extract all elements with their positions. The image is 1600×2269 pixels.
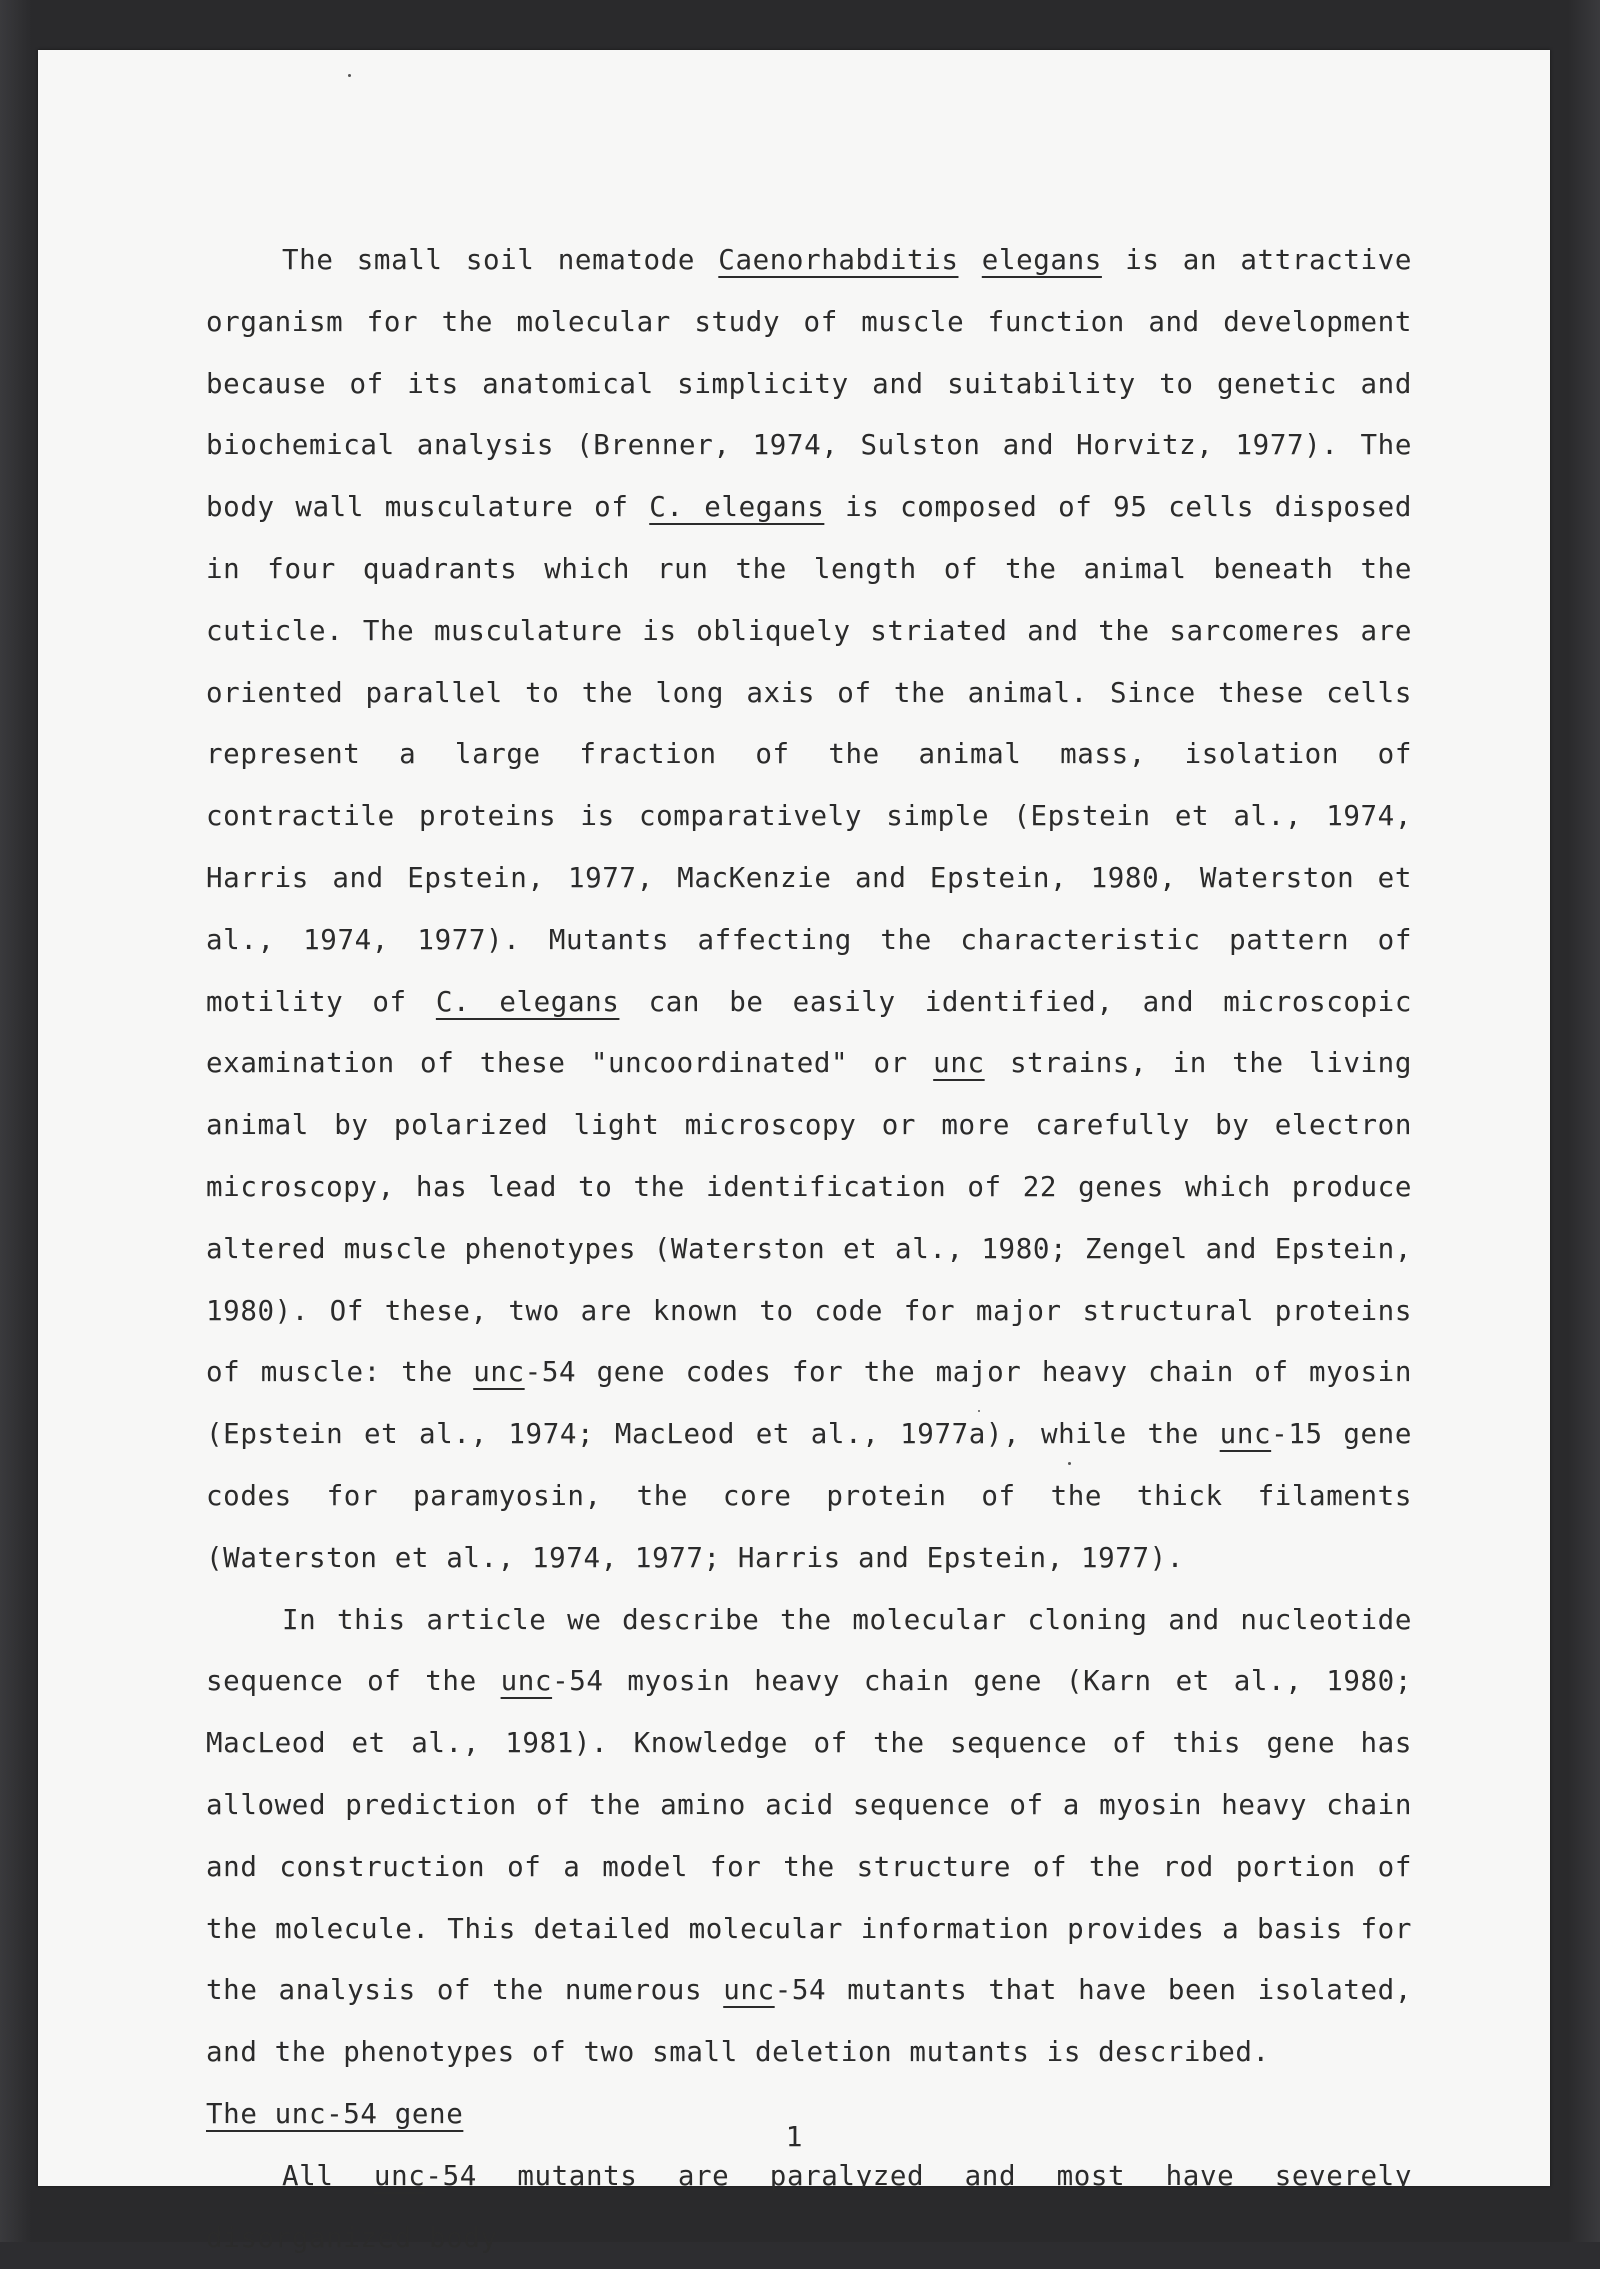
section-heading: The unc-54 gene <box>206 2097 464 2130</box>
text-run: strains, in the living animal by polarized light microscopy or more carefully by electron microscopy, has lead to the identification of 22 genes which produce altered muscle phenotypes (Waterston et al., 1980; Zengel and Epstein, 1980). Of these, two are known to code for major structural proteins of muscle: the <box>206 1047 1412 1389</box>
gene-name: unc <box>373 2159 426 2192</box>
text-run: -54 mutants are paralyzed and most have severely disorganized body <box>206 2159 1412 2254</box>
body-text <box>206 230 1412 2269</box>
text-run: -54 myosin heavy chain gene (Karn et al., 1980; MacLeod et al., 1981). Knowledge of the sequence of this gene has allowed prediction of the amino acid sequence of a myosin heavy chain and construction of a model for the structure of the rod portion of the molecule. This detailed molecular information provides a basis for the analysis of the numerous <box>206 1665 1412 2007</box>
species-name: C. elegans <box>435 985 620 1018</box>
genus-name: Caenorhabditis <box>718 244 959 276</box>
text-run: can be easily identified, and microscopic examination of these "uncoordinated" or <box>206 985 1412 1080</box>
species-name: C. elegans <box>649 491 825 524</box>
text-run: is composed of 95 cells disposed in four quadrants which run the length of the animal beneath the cuticle. The musculature is obliquely striated and the sarcomeres are oriented parallel to the long axis of the animal. Since these cells represent a large fraction of the animal mass, isolation of contractile proteins is comparatively simple (Epstein et al., 1974, Harris and Epstein, 1977, MacKenzie and Epstein, 1980, Waterston et al., 1974, 1977). Mutants affecting the characteristic pattern of motility of <box>206 491 1412 1018</box>
text-run: All <box>282 2159 374 2192</box>
gene-name: unc <box>723 1974 775 2007</box>
gene-name: unc <box>1219 1418 1272 1451</box>
gene-name: unc <box>473 1356 525 1389</box>
paragraph-article-scope <box>206 1590 1412 2084</box>
gene-name: unc <box>500 1665 553 1698</box>
text-run: In this article we describe the molecular cloning and nucleotide sequence of the <box>206 1603 1412 1698</box>
text-run: -54 mutants that have been isolated, and the phenotypes of two small deletion mutants is described. <box>206 1974 1412 2069</box>
species-name: elegans <box>981 244 1102 276</box>
text-run: -54 gene codes for the major heavy chain of myosin (Epstein et al., 1974; MacLeod et al., 1977a), while the <box>206 1356 1412 1451</box>
text-run: -15 gene codes for paramyosin, the core protein of the thick filaments (Waterston et al., 1974, 1977; Harris and Epstein, 1977). <box>206 1418 1412 1574</box>
page-number: 1 <box>785 2120 803 2153</box>
gene-name: unc <box>933 1047 985 1080</box>
document-page <box>38 50 1550 2254</box>
text-run: is an attractive organism for the molecular study of muscle function and development because of its anatomical simplicity and suitability to genetic and biochemical analysis (Brenner, 1974, Sulston and Horvitz, 1977). The body wall musculature of <box>206 244 1412 524</box>
text-run: The small soil nematode <box>282 244 719 276</box>
paragraph-intro <box>206 230 1412 1590</box>
paper-speck <box>348 74 351 77</box>
paragraph-unc54-gene <box>206 2146 1412 2269</box>
